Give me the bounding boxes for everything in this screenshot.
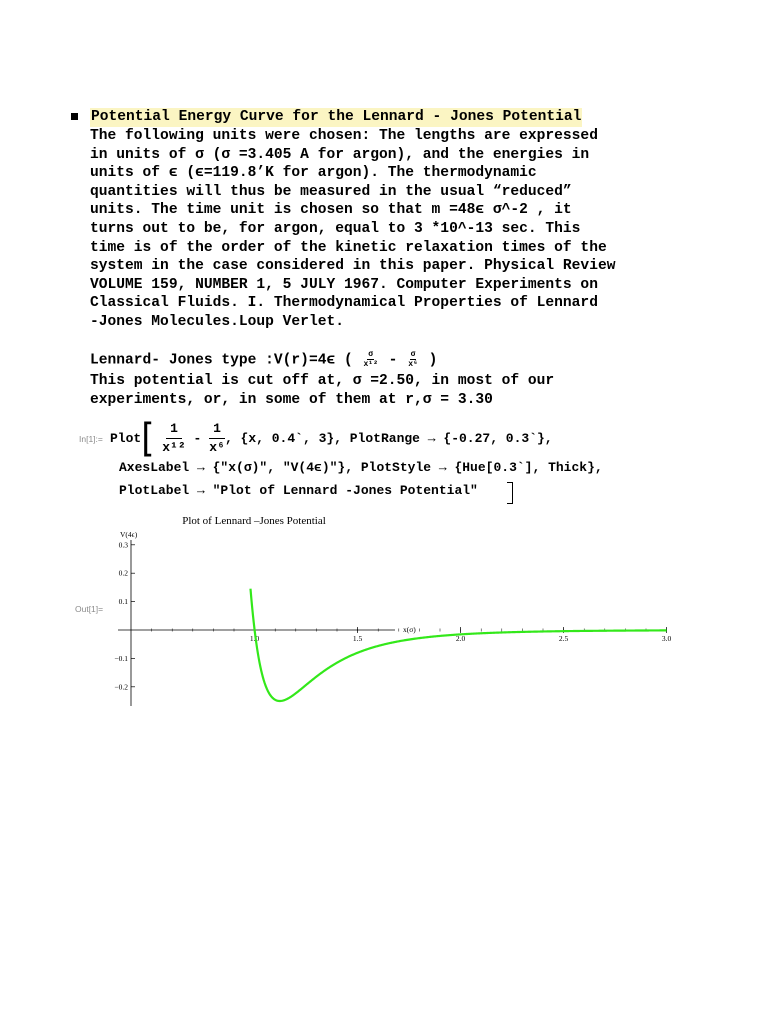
- x-tick-label: 2.5: [558, 634, 569, 643]
- open-bracket: [: [141, 415, 155, 462]
- code-args: , {x, 0.4`, 3}, PlotRange → {-0.27, 0.3`},: [224, 430, 553, 446]
- output-cell-label: Out[1]=: [75, 604, 104, 614]
- code-line-2: AxesLabel → {"x(σ)", "V(4ϵ)"}, PlotStyle → {Hue[0.3`], Thick},: [119, 460, 603, 475]
- formula-prefix: Lennard- Jones type :V(r)=4ϵ (: [90, 352, 353, 369]
- text-line: time is of the order of the kinetic relaxation times of the: [90, 239, 607, 256]
- cutoff-text: [90, 372, 554, 409]
- code-line-1: [110, 415, 553, 462]
- input-cell-label: In[1]:=: [79, 434, 103, 444]
- y-tick-label: 0.2: [118, 568, 128, 578]
- cell-bullet[interactable]: [71, 113, 78, 120]
- formula-minus: -: [388, 352, 398, 369]
- text-line: The following units were chosen: The lengths are expressed: [90, 128, 598, 144]
- x-tick-label: 3.0: [661, 634, 672, 643]
- plot-title: Plot of Lennard –Jones Potential: [182, 515, 326, 527]
- x-tick-label: 1.0: [249, 634, 260, 643]
- text-line: VOLUME 159, NUMBER 1, 5 JULY 1967. Computer Experiments on: [90, 276, 598, 293]
- formula-frac-12: [364, 350, 378, 369]
- code-frac-6: [209, 420, 225, 457]
- text-line: units of ϵ (ϵ=119.8’K for argon). The thermodynamic: [90, 165, 537, 182]
- y-ticks: [114, 540, 135, 691]
- frac-denominator: x⁶: [209, 440, 225, 455]
- text-line: This potential is cut off at, σ =2.50, in most of our: [90, 373, 555, 389]
- text-line: system in the case considered in this paper. Physical Review: [90, 258, 616, 275]
- series-line: [250, 589, 666, 701]
- y-tick-label: 0.3: [118, 540, 128, 550]
- body-text: [90, 127, 690, 332]
- text-line: units. The time unit is chosen so that m =48ϵ σ^-2 , it: [90, 202, 572, 219]
- formula-frac-6: [408, 350, 418, 369]
- text-line: in units of σ (σ =3.405 A for argon), and the energies in: [90, 146, 590, 163]
- frac-denominator: x¹²: [162, 440, 186, 455]
- frac-numerator: 1: [209, 420, 225, 439]
- x-tick-label: 1.5: [352, 634, 363, 643]
- cell-bracket[interactable]: [507, 482, 513, 504]
- y-tick-label: −0.2: [114, 682, 128, 692]
- x-axis-label: x(σ): [403, 625, 416, 634]
- frac-numerator: 1: [166, 420, 182, 439]
- y-axis-label: V(4ϵ): [120, 530, 138, 539]
- frac-denominator: x⁶: [408, 360, 418, 369]
- text-line: experiments, or, in some of them at r,σ = 3.30: [90, 391, 493, 408]
- frac-numerator: σ: [368, 350, 374, 359]
- x-tick-label: 2.0: [455, 634, 466, 643]
- y-tick-label: 0.1: [118, 597, 128, 607]
- frac-numerator: σ: [410, 350, 416, 359]
- code-line-3: PlotLabel → "Plot of Lennard -Jones Potential": [119, 483, 478, 498]
- frac-denominator: x¹²: [363, 360, 378, 369]
- section-title: Potential Energy Curve for the Lennard - Jones Potential: [91, 109, 582, 125]
- lj-plot: [100, 508, 672, 713]
- formula-suffix: ): [428, 352, 438, 369]
- y-tick-label: −0.1: [114, 653, 128, 663]
- code-minus: -: [193, 430, 202, 446]
- text-line: turns out to be, for argon, equal to 3 *10^-13 sec. This: [90, 220, 581, 237]
- code-frac-12: [162, 420, 185, 457]
- lj-formula: [90, 350, 437, 370]
- text-line: -Jones Molecules.Loup Verlet.: [90, 313, 344, 330]
- text-line: quantities will thus be measured in the usual “reduced”: [90, 183, 572, 200]
- text-line: Classical Fluids. I. Thermodynamical Properties of Lennard: [90, 295, 598, 312]
- plot-function: Plot: [110, 430, 142, 446]
